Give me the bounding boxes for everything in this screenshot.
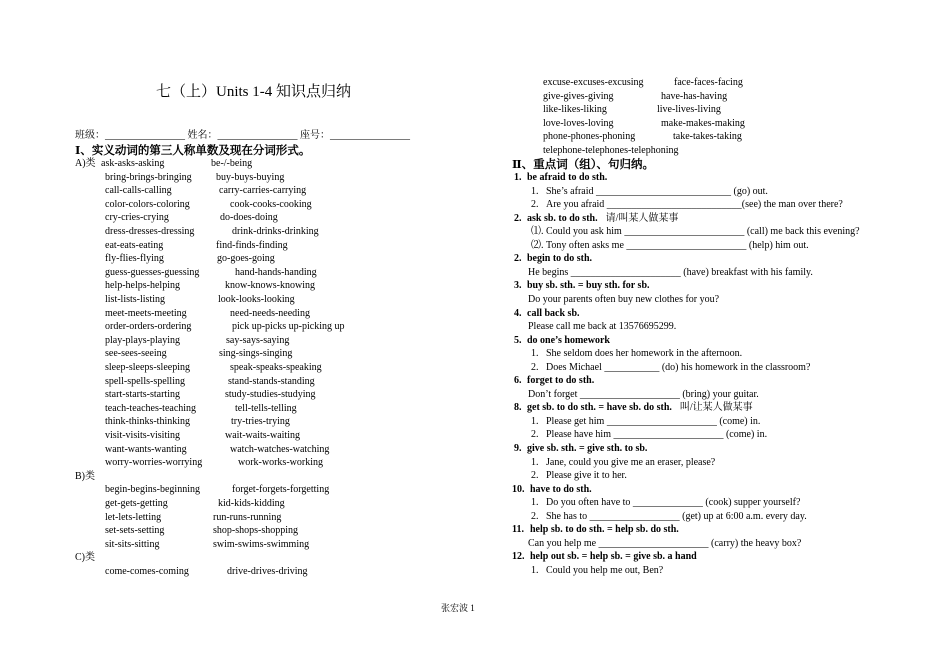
phrase-number: 10. [512, 483, 525, 495]
item-text: Are you afraid ___________________________(see) the man over there? [546, 199, 843, 211]
group-c-label: C)类 [75, 552, 95, 564]
seat-label: 座号： [300, 130, 330, 141]
name-label: 姓名： [187, 130, 218, 141]
verb-form: play-plays-playing [105, 334, 180, 346]
item-text: Please have him ______________________ (come) in. [546, 429, 768, 441]
class-label: 班级： [75, 130, 105, 141]
phrase-number: 2. [514, 253, 522, 265]
verb-form: face-faces-facing [674, 77, 743, 88]
group-b-label: B)类 [75, 470, 95, 482]
verb-form: excuse-excuses-excusing [543, 77, 644, 88]
verb-form: want-wants-wanting [105, 443, 187, 455]
phrase-heading: buy sb. sth. = buy sth. for sb. [527, 280, 650, 292]
verb-form: live-lives-living [657, 104, 721, 116]
verb-form: study-studies-studying [225, 389, 316, 401]
seat-blank: ________________ [330, 130, 410, 141]
item-text: Could you help me out, Ben? [546, 564, 664, 576]
verb-form: meet-meets-meeting [105, 307, 187, 319]
item-number: 2. [531, 429, 539, 441]
example-text: Please call me back at 13576695299. [528, 321, 677, 333]
phrase-number: 5. [514, 334, 522, 346]
item-text: Does Michael ___________ (do) his homework in the classroom? [546, 361, 811, 373]
verb-form: think-thinks-thinking [105, 416, 190, 428]
info-line [75, 129, 410, 143]
verb-form: list-lists-listing [105, 294, 166, 305]
phrase-number: 8. [514, 402, 522, 414]
phrase-heading: forget to do sth. [527, 375, 595, 387]
item-text: Please give it to her. [546, 470, 627, 482]
verb-form: see-sees-seeing [105, 348, 167, 360]
verb-form: make-makes-making [661, 117, 745, 129]
verb-form: swim-swims-swimming [213, 538, 310, 550]
verb-form: pick up-picks up-picking up [232, 321, 345, 333]
item-number: 1. [531, 456, 539, 468]
verb-form: help-helps-helping [105, 280, 180, 292]
phrase-number: 9. [514, 443, 522, 454]
verb-form: get-gets-getting [105, 498, 168, 509]
phrase-heading: be afraid to do sth. [527, 172, 608, 183]
example-text: Don’t forget ____________________ (bring) your guitar. [528, 388, 759, 400]
item-number: ⑵. [531, 239, 544, 251]
verb-form: guess-guesses-guessing [105, 266, 200, 278]
item-number: 1. [531, 348, 539, 360]
phrase-meaning: 叫/让某人做某事 [679, 402, 753, 414]
verb-form: kid-kids-kidding [218, 498, 285, 509]
verb-form: phone-phones-phoning [543, 131, 636, 143]
verb-form: work-works-working [238, 457, 323, 469]
phrase-heading: begin to do sth. [527, 253, 593, 265]
phrase-number: 4. [514, 307, 522, 319]
verb-form: visit-visits-visiting [105, 430, 181, 441]
phrase-number: 6. [514, 375, 522, 387]
verb-form: find-finds-finding [216, 239, 288, 251]
example-text: He begins ______________________ (have) breakfast with his family. [528, 266, 813, 278]
item-number: 2. [531, 199, 539, 211]
verb-form: call-calls-calling [105, 185, 172, 197]
item-text: Please get him ______________________ (come) in. [546, 415, 761, 427]
verb-form: hand-hands-handing [235, 266, 317, 278]
verb-form: color-colors-coloring [105, 198, 190, 210]
item-number: 2. [531, 361, 539, 373]
phrase-number: 1. [514, 172, 522, 183]
phrase-number: 12. [512, 551, 525, 563]
verb-form: spell-spells-spelling [105, 375, 185, 387]
verb-form: stand-stands-standing [228, 375, 315, 387]
phrase-heading: help out sb. = help sb. = give sb. a hand [530, 551, 697, 563]
item-number: 1. [531, 564, 539, 576]
phrase-number: 11. [512, 524, 524, 536]
phrase-heading: ask sb. to do sth. 请/叫某人做某事 [527, 212, 679, 224]
verb-form: speak-speaks-speaking [230, 362, 322, 373]
verb-form: forget-forgets-forgetting [232, 484, 330, 496]
phrase-heading: get sb. to do sth. = have sb. do sth. 叫/让某人做某事 [527, 402, 753, 414]
verb-form: sleep-sleeps-sleeping [105, 362, 190, 373]
phrase-heading: do one’s homework [527, 334, 610, 346]
verb-form: carry-carries-carrying [219, 185, 307, 197]
verb-form: tell-tells-telling [235, 402, 297, 414]
phrase-meaning: 请/叫某人做某事 [605, 212, 679, 224]
example-text: Do your parents often buy new clothes for you? [528, 293, 720, 305]
verb-form: look-looks-looking [218, 294, 295, 305]
item-text: She has to __________________ (get) up at 6:00 a.m. every day. [546, 510, 807, 522]
verb-form: eat-eats-eating [105, 239, 164, 251]
verb-form: watch-watches-watching [230, 443, 330, 455]
item-text: Could you ask him ________________________ (call) me back this evening? [546, 226, 860, 238]
verb-form: like-likes-liking [543, 104, 607, 116]
verb-form: come-comes-coming [105, 566, 189, 577]
verb-form: buy-buys-buying [216, 171, 285, 183]
page-footer: 张宏波 1 [441, 603, 475, 613]
verb-form: need-needs-needing [230, 307, 310, 319]
verb-form: bring-brings-bringing [105, 171, 192, 183]
phrase-heading: have to do sth. [530, 483, 592, 495]
phrase-heading: help sb. to do sth. = help sb. do sth. [530, 524, 679, 536]
verb-form: try-tries-trying [231, 416, 290, 428]
item-number: 1. [531, 497, 539, 509]
verb-form: love-loves-loving [543, 117, 614, 129]
verb-form: sing-sings-singing [219, 348, 293, 360]
item-text: Jane, could you give me an eraser, please? [546, 456, 716, 468]
verb-form: cook-cooks-cooking [230, 198, 312, 210]
verb-form: begin-begins-beginning [105, 484, 200, 496]
item-number: 2. [531, 470, 539, 482]
item-text: Tony often asks me ________________________ (help) him out. [546, 239, 809, 251]
verb-form: fly-flies-flying [105, 253, 164, 265]
verb-form: run-runs-running [213, 511, 282, 523]
verb-form: do-does-doing [220, 212, 278, 224]
verb-form: telephone-telephones-telephoning [543, 145, 679, 156]
verb-form: know-knows-knowing [225, 280, 315, 292]
name-blank: ________________ [217, 130, 298, 141]
phrase-number: 2. [514, 212, 522, 224]
group-a-label: A)类 [75, 158, 96, 169]
phrase-number: 3. [514, 280, 522, 292]
verb-form: drink-drinks-drinking [232, 226, 319, 237]
verb-form: dress-dresses-dressing [105, 226, 195, 237]
verb-form: teach-teaches-teaching [105, 402, 197, 414]
verb-form: start-starts-starting [105, 389, 180, 401]
section2-heading: Ⅱ、重点词（组）、句归纳。 [512, 159, 654, 171]
item-number: 1. [531, 415, 539, 427]
page-title: 七（上）Units 1-4 知识点归纳 [156, 84, 352, 100]
verb-form: wait-waits-waiting [225, 430, 300, 441]
verb-form: have-has-having [661, 90, 728, 102]
verb-form: drive-drives-driving [227, 566, 308, 577]
verb-form: say-says-saying [226, 334, 290, 346]
verb-form: sit-sits-sitting [105, 538, 160, 550]
section1-heading: Ⅰ、实义动词的第三人称单数及现在分词形式。 [75, 145, 311, 157]
item-text: She seldom does her homework in the afternoon. [546, 348, 743, 360]
item-text: Do you often have to ______________ (cook) supper yourself? [546, 497, 801, 509]
item-number: ⑴. [531, 226, 544, 238]
verb-form: give-gives-giving [543, 90, 614, 102]
verb-form: order-orders-ordering [105, 321, 192, 333]
phrase-heading: call back sb. [527, 307, 580, 319]
item-text: She’s afraid ___________________________ (go) out. [546, 185, 768, 197]
item-number: 1. [531, 185, 539, 197]
verb-form: shop-shops-shopping [213, 525, 299, 537]
verb-form: be-/-being [211, 158, 253, 169]
verb-form: take-takes-taking [673, 131, 742, 143]
verb-form: ask-asks-asking [101, 158, 165, 169]
example-text: Can you help me ______________________ (carry) the heavy box? [528, 537, 802, 549]
item-number: 2. [531, 510, 539, 522]
verb-form: set-sets-setting [105, 525, 165, 537]
verb-form: worry-worries-worrying [105, 457, 203, 469]
phrase-heading: give sb. sth. = give sth. to sb. [527, 443, 648, 454]
verb-form: go-goes-going [217, 253, 275, 265]
verb-form: let-lets-letting [105, 511, 162, 523]
verb-form: cry-cries-crying [105, 212, 169, 224]
class-blank: ________________ [105, 130, 185, 141]
